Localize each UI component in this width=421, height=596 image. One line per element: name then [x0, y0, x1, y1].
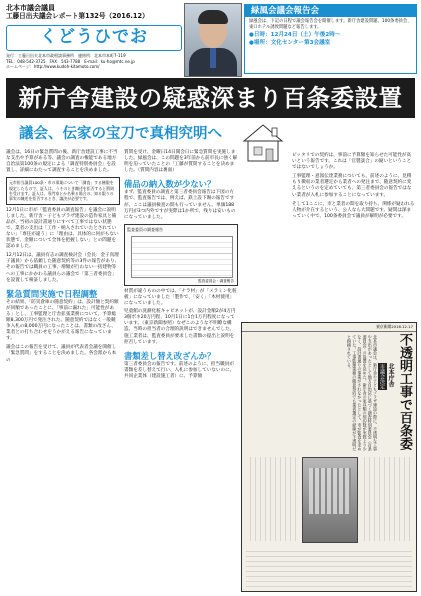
header [6, 4, 238, 74]
clipping-text-lines [360, 457, 412, 541]
notice-date: ●日時：12月24日（土）午後2時～ [249, 31, 341, 38]
paragraph: ピッタリでの契約は、事前に予算額を知らせた可能性が高いという報告です。これは「官製談合」の疑いということではないでしょうか。 [292, 153, 412, 171]
section-heading: 書類差し替え改ざんか？ [124, 350, 216, 361]
clipping-text-lines [246, 457, 298, 541]
contact-line: TEL：048-542-3725 FAX：543-7788 E-mail：ku-ho@mtc.ne.jp [6, 58, 135, 64]
sub-headline: 議会、伝家の宝刀で真相究明へ [19, 126, 222, 142]
masthead-logo: くどうひでお [6, 25, 182, 51]
paragraph: 児童館の洗濯化粧キャビネットが、設計金額2が4万円3個ボネ20万円程、10月1日に1台1万円程度になっています。（東京新聞参照）なぜこのような不明瞭な構造。当時の担当者の合理的説明はできませんでした。施工業者は、監査委員が要求した書類の提出と説明を拒否しています。 [124, 309, 236, 345]
paragraph: 12月1日に市が「監査委員の調査報告」を議会に説明しました。新庁舎・子どもプラザ建設の造作家具と備品が、当初の設計書通りにすべて工事ではない状態で、業者の支出は「工作・納入されていたとされていない」「専任が違う」に「理由は、具体的に何がもない状態で、金額について全体を把握しない」との問題を認めました。 [6, 207, 119, 250]
org-name: 北本市議会議員 [6, 4, 55, 12]
paragraph: 第三者委員会の報告です。前述のように、担当職員が書類を差し替えて行い、入札に参加していないのに、共同企業体（建設施工者）に、予算額 [124, 361, 235, 379]
main-headline: 新庁舎建設の疑惑深まり百条委設置 [6, 78, 415, 118]
boxed-note: 元市担当議員100条・市の事業について「調査」する権限を規定したもので、証人は、うそのとき陳述を拒否すると罰則を受けます。証人は、専門家とか名乗る場合の、知る限りの事実の陳述を拒否するとき、議決が必要です。 [6, 177, 120, 204]
column-3 [292, 153, 415, 220]
audit-figure [124, 224, 238, 286]
section-heading: 緊急質問実施で日程調整 [6, 288, 98, 299]
paragraph: 質問を受け、金曜日14日開会日に緊急質問を実施しました。緑風会は、この問題を3年前から前市長に強く解明を迫っていたことの「工藤が質問することを決めました。（質問内容は裏面） [124, 150, 238, 174]
notice-box [244, 4, 417, 74]
paragraph: その結果、「防災倉庫の随意契約」は、設計額と契約額が同額であったことに、「事前に漏れた」可能性がある」とし、工事監理と庁舎拡張業務について、予算総額8,300万円で発注された。随意契約ではなく一般競争入札の8,000万円になったことは、書類の改ざん、業者との打ち合わせをうかがえる報告になっています。 [6, 299, 119, 342]
paragraph: 12月12日は、議員有志の調査検討会（会長：金子真理子議員）から依頼した随意契約等の3件の報告があり、その報告では職員の工事、増額が行わない一括建物等への工事にかかわる議員らの議会で「第三者委員会」を設置して検証しました。 [6, 253, 120, 283]
contact-line: ホームページ：http://www.kudoh-kitamoto.com/ [6, 64, 100, 69]
notice-place: ●場所：文化センター第3会議室 [249, 39, 331, 46]
paragraph: まず、監査委員の調査と第三者委員会報告は下図の方程で、監査報告では、例えば、鉄上設下賜の報告ですが、ここは議員検査の間も行っていません。単価188万円が3つ内外ですが実際は1か所で、残りは安いものになっていました。 [124, 190, 236, 220]
notice-text: 緑風会は、下記の日程で議会報告会を開催します。新庁舎建設問題、100条委員会、東口ホテル誘致問題など報告します。 [249, 19, 412, 30]
clipping-photo [302, 457, 358, 543]
section-heading: 備品の納入数が少ない？ [124, 179, 216, 190]
house-illustration [240, 121, 286, 165]
newspaper-clipping [241, 322, 417, 592]
clipping-text-lines [246, 547, 412, 589]
audit-table [131, 236, 233, 278]
column-2 [124, 150, 238, 380]
notice-title: 緑風会議会報告会 [245, 5, 416, 17]
paragraph: 工事監理・意図伝達業務についても、前述のように、見積もり徴収の業者選定から業者への発注まで、随意契約に変えるというのを定めていても、第三者委員会の報告ではない業者が入札に参加することになっています。 [292, 174, 412, 198]
clipping-source: 東京新聞2016.12.17 [242, 323, 416, 332]
clipping-body: 北本市議会は、新庁舎や子どもプラザ建設の際に、不透明な工事や支出があったとして地方自治法に基づく調査特別委員会（百条委員会）の設置を決めた。新庁舎の家具類の契約数が実際より少なく、設計書通りの事業がされなかったとして、市が監査を求めていた。工事監理業務の随意契約でも業者選定の経緯が不透明だと指摘されている。 [346, 335, 378, 451]
paragraph: 議会は、16日の緊急質問の後、新庁舎建設工事に不当な支出や予算がある等、議会の調査の権能である地方自治法第100条の規定による「調査特別委員会」を設置し、詳細にわたって調査することを決めました。 [6, 150, 118, 174]
paragraph: 議会はこの報告を受けて、議員が代表者会議を開催し「緊急質問」をすることを決めました。各会派から本の [6, 345, 117, 363]
paragraph: 材質が違うものの中では、「ナラ材」が「メラミン化粧板」になっていました「製作で、「安く」「木材使用」になっていました。 [124, 288, 237, 307]
column-1 [6, 150, 120, 364]
clipping-tag: 市議会決定 [379, 364, 385, 389]
figure-caption: 監査委員会・調査報告 [198, 278, 234, 283]
paragraph: そして1ここに、市と業者の間を取り持ち、関係が疑われる人物が介在するという、公人なら大問題です。疑問は深まっていく中で、100条委員会で議員が解明が必要です。 [292, 201, 415, 219]
portrait-photo [184, 3, 242, 77]
contact-info [6, 53, 182, 70]
clipping-headline: 不透明工事で百条委 [397, 333, 412, 450]
clipping-subhead: 北本庁舎 [387, 363, 394, 387]
report-title: 工藤日出夫議会レポート第132号（2016.12） [6, 12, 149, 20]
figure-title: 監査委員の調査報告 [127, 226, 163, 232]
contact-line: 発行：工藤日出夫北本市政相談事務所 連絡所：北本市本町7-119 [6, 53, 126, 58]
notice-body [245, 17, 416, 49]
